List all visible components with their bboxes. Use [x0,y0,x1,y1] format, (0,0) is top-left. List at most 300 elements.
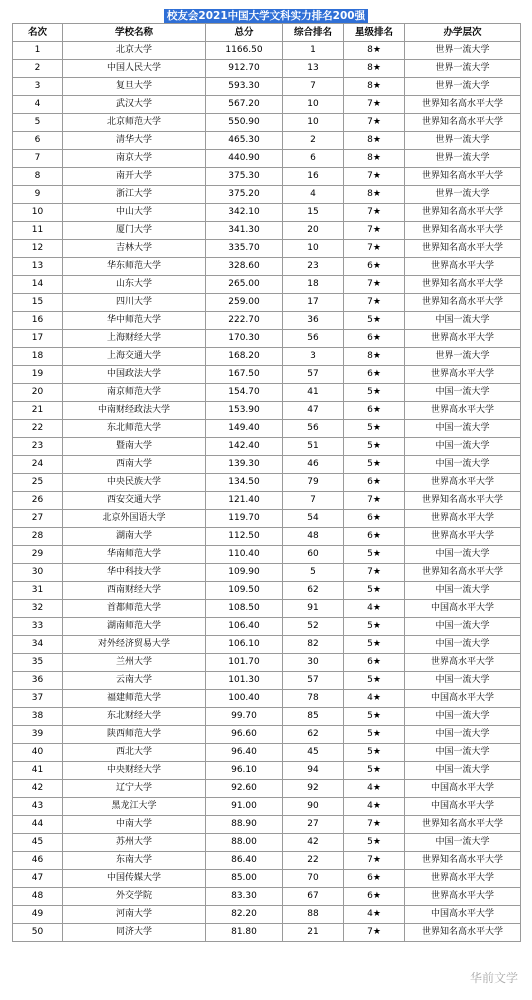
table-row [13,348,521,366]
cell-school: 东北师范大学 [63,420,206,438]
cell-overall-rank: 85 [283,708,344,726]
cell-level: 中国一流大学 [405,744,521,762]
cell-school: 上海财经大学 [63,330,206,348]
cell-rank: 48 [13,888,63,906]
cell-star-rank: 5★ [344,438,405,456]
cell-school: 西南大学 [63,456,206,474]
cell-score: 92.60 [206,780,283,798]
cell-school: 湖南大学 [63,528,206,546]
cell-level: 世界知名高水平大学 [405,114,521,132]
cell-overall-rank: 46 [283,456,344,474]
header-score: 总分 [206,24,283,42]
cell-school: 四川大学 [63,294,206,312]
cell-score: 101.70 [206,654,283,672]
table-row [13,276,521,294]
cell-level: 世界知名高水平大学 [405,96,521,114]
cell-level: 中国高水平大学 [405,690,521,708]
cell-score: 375.20 [206,186,283,204]
cell-rank: 3 [13,78,63,96]
cell-rank: 49 [13,906,63,924]
cell-overall-rank: 45 [283,744,344,762]
cell-star-rank: 4★ [344,798,405,816]
cell-school: 武汉大学 [63,96,206,114]
header-school: 学校名称 [63,24,206,42]
cell-level: 世界高水平大学 [405,474,521,492]
table-row [13,618,521,636]
cell-star-rank: 7★ [344,276,405,294]
cell-rank: 34 [13,636,63,654]
cell-school: 陕西师范大学 [63,726,206,744]
table-row [13,96,521,114]
cell-star-rank: 7★ [344,924,405,942]
cell-rank: 27 [13,510,63,528]
cell-star-rank: 7★ [344,492,405,510]
cell-overall-rank: 82 [283,636,344,654]
cell-rank: 28 [13,528,63,546]
cell-rank: 33 [13,618,63,636]
cell-star-rank: 8★ [344,42,405,60]
cell-rank: 32 [13,600,63,618]
table-row [13,420,521,438]
cell-rank: 36 [13,672,63,690]
table-row [13,708,521,726]
cell-star-rank: 8★ [344,186,405,204]
cell-level: 世界知名高水平大学 [405,852,521,870]
cell-overall-rank: 5 [283,564,344,582]
cell-rank: 11 [13,222,63,240]
cell-rank: 45 [13,834,63,852]
cell-school: 中南财经政法大学 [63,402,206,420]
cell-rank: 15 [13,294,63,312]
cell-star-rank: 5★ [344,672,405,690]
cell-rank: 50 [13,924,63,942]
cell-score: 119.70 [206,510,283,528]
cell-score: 100.40 [206,690,283,708]
cell-score: 154.70 [206,384,283,402]
table-row [13,402,521,420]
table-row [13,168,521,186]
cell-score: 88.00 [206,834,283,852]
cell-score: 149.40 [206,420,283,438]
table-row [13,600,521,618]
cell-school: 浙江大学 [63,186,206,204]
cell-score: 109.50 [206,582,283,600]
cell-rank: 42 [13,780,63,798]
cell-star-rank: 8★ [344,60,405,78]
table-row [13,762,521,780]
cell-overall-rank: 57 [283,672,344,690]
cell-star-rank: 6★ [344,510,405,528]
table-row [13,780,521,798]
cell-school: 中山大学 [63,204,206,222]
cell-score: 86.40 [206,852,283,870]
cell-level: 世界一流大学 [405,132,521,150]
cell-overall-rank: 10 [283,96,344,114]
cell-school: 福建师范大学 [63,690,206,708]
cell-overall-rank: 10 [283,114,344,132]
cell-star-rank: 8★ [344,78,405,96]
cell-star-rank: 6★ [344,402,405,420]
table-row [13,150,521,168]
cell-star-rank: 5★ [344,744,405,762]
cell-rank: 7 [13,150,63,168]
cell-school: 东北财经大学 [63,708,206,726]
cell-star-rank: 5★ [344,636,405,654]
cell-star-rank: 5★ [344,456,405,474]
table-row [13,744,521,762]
table-row [13,924,521,942]
table-row [13,654,521,672]
cell-school: 西南财经大学 [63,582,206,600]
cell-overall-rank: 42 [283,834,344,852]
cell-star-rank: 5★ [344,582,405,600]
cell-overall-rank: 22 [283,852,344,870]
cell-star-rank: 6★ [344,330,405,348]
cell-level: 世界知名高水平大学 [405,276,521,294]
cell-rank: 12 [13,240,63,258]
cell-rank: 8 [13,168,63,186]
cell-overall-rank: 67 [283,888,344,906]
cell-overall-rank: 15 [283,204,344,222]
cell-level: 中国高水平大学 [405,780,521,798]
cell-score: 88.90 [206,816,283,834]
cell-level: 中国一流大学 [405,384,521,402]
cell-level: 中国一流大学 [405,672,521,690]
header-row [13,24,521,42]
cell-rank: 43 [13,798,63,816]
cell-level: 世界知名高水平大学 [405,294,521,312]
cell-score: 96.10 [206,762,283,780]
cell-star-rank: 6★ [344,888,405,906]
cell-level: 中国高水平大学 [405,906,521,924]
cell-level: 世界知名高水平大学 [405,492,521,510]
cell-star-rank: 5★ [344,384,405,402]
cell-level: 中国一流大学 [405,708,521,726]
cell-star-rank: 5★ [344,726,405,744]
cell-level: 世界知名高水平大学 [405,222,521,240]
cell-rank: 44 [13,816,63,834]
cell-level: 中国一流大学 [405,636,521,654]
cell-rank: 47 [13,870,63,888]
cell-rank: 5 [13,114,63,132]
cell-level: 世界一流大学 [405,78,521,96]
cell-level: 世界高水平大学 [405,366,521,384]
cell-overall-rank: 1 [283,42,344,60]
cell-overall-rank: 41 [283,384,344,402]
cell-score: 110.40 [206,546,283,564]
table-row [13,690,521,708]
cell-score: 85.00 [206,870,283,888]
table-body [13,42,521,942]
table-row [13,114,521,132]
cell-rank: 4 [13,96,63,114]
cell-rank: 18 [13,348,63,366]
cell-rank: 22 [13,420,63,438]
cell-star-rank: 7★ [344,96,405,114]
title-bar [0,4,532,21]
cell-school: 北京大学 [63,42,206,60]
cell-overall-rank: 10 [283,240,344,258]
cell-score: 167.50 [206,366,283,384]
cell-score: 222.70 [206,312,283,330]
cell-star-rank: 4★ [344,780,405,798]
table-row [13,366,521,384]
cell-overall-rank: 30 [283,654,344,672]
cell-star-rank: 6★ [344,654,405,672]
cell-star-rank: 6★ [344,366,405,384]
cell-level: 世界高水平大学 [405,528,521,546]
cell-level: 中国一流大学 [405,834,521,852]
table-row [13,222,521,240]
cell-school: 中央财经大学 [63,762,206,780]
cell-overall-rank: 91 [283,600,344,618]
cell-star-rank: 5★ [344,834,405,852]
cell-overall-rank: 7 [283,492,344,510]
table-row [13,906,521,924]
cell-star-rank: 6★ [344,870,405,888]
cell-level: 中国一流大学 [405,726,521,744]
cell-rank: 14 [13,276,63,294]
cell-overall-rank: 6 [283,150,344,168]
cell-level: 世界高水平大学 [405,402,521,420]
cell-star-rank: 7★ [344,204,405,222]
cell-overall-rank: 17 [283,294,344,312]
cell-school: 中央民族大学 [63,474,206,492]
table-row [13,186,521,204]
cell-level: 世界高水平大学 [405,330,521,348]
cell-star-rank: 7★ [344,852,405,870]
cell-school: 首都师范大学 [63,600,206,618]
cell-school: 南开大学 [63,168,206,186]
cell-level: 世界高水平大学 [405,510,521,528]
cell-school: 辽宁大学 [63,780,206,798]
table-row [13,528,521,546]
cell-school: 中南大学 [63,816,206,834]
cell-rank: 46 [13,852,63,870]
table-row [13,42,521,60]
cell-school: 中国人民大学 [63,60,206,78]
table-row [13,132,521,150]
cell-score: 134.50 [206,474,283,492]
table-row [13,240,521,258]
cell-school: 河南大学 [63,906,206,924]
cell-score: 912.70 [206,60,283,78]
cell-overall-rank: 3 [283,348,344,366]
cell-level: 中国一流大学 [405,618,521,636]
cell-star-rank: 5★ [344,618,405,636]
cell-school: 华中科技大学 [63,564,206,582]
cell-score: 112.50 [206,528,283,546]
cell-level: 世界一流大学 [405,186,521,204]
cell-overall-rank: 23 [283,258,344,276]
cell-school: 华东师范大学 [63,258,206,276]
cell-overall-rank: 62 [283,726,344,744]
cell-rank: 13 [13,258,63,276]
cell-overall-rank: 70 [283,870,344,888]
table-row [13,888,521,906]
cell-overall-rank: 56 [283,330,344,348]
cell-level: 中国一流大学 [405,582,521,600]
cell-star-rank: 7★ [344,564,405,582]
cell-score: 108.50 [206,600,283,618]
table-row [13,330,521,348]
cell-school: 华中师范大学 [63,312,206,330]
cell-overall-rank: 27 [283,816,344,834]
cell-rank: 40 [13,744,63,762]
cell-score: 335.70 [206,240,283,258]
cell-overall-rank: 54 [283,510,344,528]
cell-rank: 23 [13,438,63,456]
cell-score: 82.20 [206,906,283,924]
cell-score: 81.80 [206,924,283,942]
cell-rank: 24 [13,456,63,474]
cell-score: 550.90 [206,114,283,132]
cell-level: 世界知名高水平大学 [405,816,521,834]
cell-school: 吉林大学 [63,240,206,258]
cell-rank: 19 [13,366,63,384]
table-row [13,564,521,582]
cell-overall-rank: 18 [283,276,344,294]
cell-level: 世界一流大学 [405,60,521,78]
cell-score: 259.00 [206,294,283,312]
cell-overall-rank: 94 [283,762,344,780]
cell-rank: 21 [13,402,63,420]
cell-school: 黑龙江大学 [63,798,206,816]
cell-score: 109.90 [206,564,283,582]
cell-overall-rank: 88 [283,906,344,924]
cell-score: 328.60 [206,258,283,276]
cell-star-rank: 5★ [344,420,405,438]
cell-rank: 38 [13,708,63,726]
cell-star-rank: 6★ [344,258,405,276]
table-row [13,834,521,852]
cell-school: 复旦大学 [63,78,206,96]
cell-rank: 35 [13,654,63,672]
cell-score: 341.30 [206,222,283,240]
ranking-table [12,23,521,942]
cell-school: 云南大学 [63,672,206,690]
cell-score: 153.90 [206,402,283,420]
table-row [13,636,521,654]
cell-star-rank: 7★ [344,240,405,258]
cell-level: 世界高水平大学 [405,654,521,672]
table-row [13,492,521,510]
watermark: 华前文学 [469,971,518,985]
cell-overall-rank: 57 [283,366,344,384]
cell-overall-rank: 92 [283,780,344,798]
cell-overall-rank: 90 [283,798,344,816]
cell-rank: 17 [13,330,63,348]
cell-level: 世界一流大学 [405,42,521,60]
cell-level: 世界知名高水平大学 [405,924,521,942]
table-row [13,798,521,816]
cell-school: 对外经济贸易大学 [63,636,206,654]
cell-school: 湖南师范大学 [63,618,206,636]
table-row [13,258,521,276]
header-overall-rank: 综合排名 [283,24,344,42]
cell-score: 465.30 [206,132,283,150]
cell-school: 西安交通大学 [63,492,206,510]
cell-star-rank: 4★ [344,690,405,708]
cell-score: 121.40 [206,492,283,510]
cell-score: 99.70 [206,708,283,726]
cell-score: 1166.50 [206,42,283,60]
cell-rank: 26 [13,492,63,510]
cell-level: 中国一流大学 [405,762,521,780]
cell-star-rank: 6★ [344,474,405,492]
table-row [13,204,521,222]
table-row [13,456,521,474]
cell-school: 南京师范大学 [63,384,206,402]
cell-level: 中国一流大学 [405,312,521,330]
cell-school: 中国传媒大学 [63,870,206,888]
cell-star-rank: 7★ [344,168,405,186]
cell-level: 世界知名高水平大学 [405,168,521,186]
cell-level: 世界知名高水平大学 [405,240,521,258]
cell-overall-rank: 52 [283,618,344,636]
cell-overall-rank: 60 [283,546,344,564]
cell-school: 清华大学 [63,132,206,150]
table-row [13,546,521,564]
header-level: 办学层次 [405,24,521,42]
cell-overall-rank: 79 [283,474,344,492]
cell-overall-rank: 48 [283,528,344,546]
cell-overall-rank: 36 [283,312,344,330]
cell-rank: 25 [13,474,63,492]
cell-star-rank: 8★ [344,348,405,366]
header-rank: 名次 [13,24,63,42]
cell-school: 南京大学 [63,150,206,168]
cell-overall-rank: 20 [283,222,344,240]
cell-school: 山东大学 [63,276,206,294]
cell-score: 567.20 [206,96,283,114]
cell-star-rank: 7★ [344,222,405,240]
cell-level: 世界知名高水平大学 [405,204,521,222]
cell-score: 96.60 [206,726,283,744]
cell-star-rank: 4★ [344,600,405,618]
cell-score: 168.20 [206,348,283,366]
cell-rank: 30 [13,564,63,582]
cell-score: 265.00 [206,276,283,294]
cell-rank: 31 [13,582,63,600]
cell-level: 世界高水平大学 [405,870,521,888]
cell-level: 世界高水平大学 [405,258,521,276]
table-row [13,60,521,78]
table-row [13,474,521,492]
cell-rank: 2 [13,60,63,78]
cell-overall-rank: 78 [283,690,344,708]
cell-star-rank: 5★ [344,762,405,780]
cell-score: 96.40 [206,744,283,762]
cell-overall-rank: 7 [283,78,344,96]
cell-star-rank: 7★ [344,114,405,132]
cell-score: 342.10 [206,204,283,222]
cell-overall-rank: 21 [283,924,344,942]
cell-star-rank: 8★ [344,132,405,150]
cell-star-rank: 4★ [344,906,405,924]
cell-overall-rank: 16 [283,168,344,186]
cell-score: 440.90 [206,150,283,168]
cell-school: 华南师范大学 [63,546,206,564]
header-star-rank: 星级排名 [344,24,405,42]
cell-rank: 41 [13,762,63,780]
cell-overall-rank: 13 [283,60,344,78]
cell-overall-rank: 62 [283,582,344,600]
cell-score: 375.30 [206,168,283,186]
cell-overall-rank: 47 [283,402,344,420]
cell-star-rank: 5★ [344,708,405,726]
cell-overall-rank: 2 [283,132,344,150]
